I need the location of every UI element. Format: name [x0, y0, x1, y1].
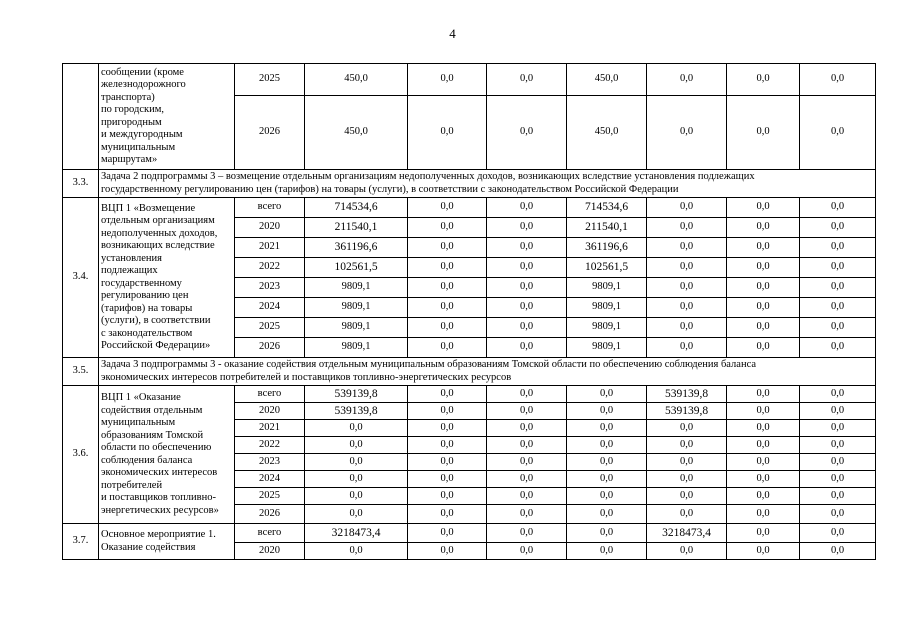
- program-name-line: ВЦП 1 «Возмещение: [101, 202, 196, 214]
- value-cell: 0,0: [305, 420, 408, 437]
- value-cell: 0,0: [800, 96, 876, 170]
- value-cell: 450,0: [305, 96, 408, 170]
- value-cell: 714534,6: [567, 198, 647, 218]
- value-cell: 539139,8: [305, 386, 408, 403]
- program-name-line: ВЦП 1 «Оказание: [101, 392, 181, 403]
- year-cell: 2024: [235, 471, 305, 488]
- value-cell: 9809,1: [305, 278, 408, 298]
- value-cell: 0,0: [567, 437, 647, 454]
- value-cell: 0,0: [800, 471, 876, 488]
- value-cell: 0,0: [408, 238, 487, 258]
- value-cell: 0,0: [408, 420, 487, 437]
- value-cell: 9809,1: [567, 278, 647, 298]
- task-text-line: экономических интересов потребителей и поставщиков топливно-энергетических ресурсов: [101, 371, 512, 383]
- program-name-line: железнодорожного: [101, 79, 186, 90]
- task-row: [63, 358, 876, 386]
- value-cell: 0,0: [647, 318, 727, 338]
- program-name-line: и междугородным: [101, 129, 183, 140]
- value-cell: 0,0: [408, 258, 487, 278]
- value-cell: 0,0: [727, 218, 800, 238]
- value-cell: 539139,8: [647, 386, 727, 403]
- value-cell: 0,0: [408, 403, 487, 420]
- value-cell: 450,0: [567, 96, 647, 170]
- value-cell: 0,0: [800, 258, 876, 278]
- value-cell: 0,0: [408, 318, 487, 338]
- value-cell: 0,0: [487, 454, 567, 471]
- year-cell: 2023: [235, 454, 305, 471]
- year-cell: 2025: [235, 318, 305, 338]
- value-cell: 0,0: [487, 403, 567, 420]
- value-cell: 0,0: [487, 318, 567, 338]
- program-name-line: Основное мероприятие 1.: [101, 529, 216, 540]
- value-cell: 0,0: [727, 524, 800, 543]
- value-cell: 0,0: [305, 505, 408, 524]
- value-cell: 714534,6: [305, 198, 408, 218]
- value-cell: 0,0: [487, 218, 567, 238]
- value-cell: 0,0: [408, 524, 487, 543]
- program-name-line: отдельным организациям: [101, 215, 215, 226]
- program-name-line: потребителей: [101, 479, 163, 491]
- value-cell: 0,0: [800, 420, 876, 437]
- program-name-line: возникающих вследствие: [101, 240, 215, 251]
- year-cell: 2021: [235, 238, 305, 258]
- program-name-line: муниципальным: [101, 141, 176, 153]
- value-cell: 0,0: [800, 488, 876, 505]
- value-cell: 0,0: [305, 454, 408, 471]
- value-cell: 0,0: [487, 238, 567, 258]
- year-cell: всего: [235, 524, 305, 543]
- program-name: [99, 64, 235, 170]
- year-cell: 2026: [235, 338, 305, 358]
- value-cell: 0,0: [487, 505, 567, 524]
- value-cell: 0,0: [567, 471, 647, 488]
- program-name-line: по городским,: [101, 104, 164, 115]
- value-cell: 0,0: [647, 198, 727, 218]
- program-name: [99, 198, 235, 358]
- program-name-line: Оказание содействия: [101, 541, 196, 553]
- value-cell: 0,0: [727, 64, 800, 96]
- value-cell: 0,0: [487, 420, 567, 437]
- value-cell: 0,0: [727, 278, 800, 298]
- value-cell: 0,0: [727, 338, 800, 358]
- value-cell: 0,0: [408, 64, 487, 96]
- program-name-line: муниципальным: [101, 417, 176, 428]
- value-cell: 539139,8: [647, 403, 727, 420]
- value-cell: 0,0: [727, 471, 800, 488]
- value-cell: 0,0: [647, 238, 727, 258]
- row-number: 3.4.: [63, 198, 99, 358]
- value-cell: 0,0: [408, 218, 487, 238]
- value-cell: 0,0: [408, 454, 487, 471]
- value-cell: 3218473,4: [647, 524, 727, 543]
- value-cell: 0,0: [487, 338, 567, 358]
- value-cell: 0,0: [727, 505, 800, 524]
- row-number: 3.3.: [63, 170, 99, 198]
- value-cell: 361196,6: [305, 238, 408, 258]
- value-cell: 0,0: [800, 298, 876, 318]
- value-cell: 0,0: [487, 278, 567, 298]
- value-cell: 0,0: [727, 488, 800, 505]
- year-cell: 2022: [235, 258, 305, 278]
- program-name-line: (тарифов) на товары: [101, 302, 193, 314]
- value-cell: 9809,1: [567, 318, 647, 338]
- value-cell: 0,0: [727, 420, 800, 437]
- value-cell: 0,0: [408, 505, 487, 524]
- program-name-line: недополученных доходов,: [101, 227, 218, 239]
- value-cell: 0,0: [408, 96, 487, 170]
- value-cell: 211540,1: [567, 218, 647, 238]
- year-cell: 2026: [235, 96, 305, 170]
- value-cell: 0,0: [567, 386, 647, 403]
- value-cell: 102561,5: [305, 258, 408, 278]
- value-cell: 102561,5: [567, 258, 647, 278]
- program-name-line: подлежащих: [101, 265, 158, 276]
- value-cell: 211540,1: [305, 218, 408, 238]
- value-cell: 0,0: [800, 454, 876, 471]
- value-cell: 0,0: [727, 437, 800, 454]
- value-cell: 0,0: [800, 403, 876, 420]
- value-cell: 0,0: [487, 543, 567, 560]
- value-cell: 0,0: [487, 524, 567, 543]
- table-row: [63, 386, 876, 403]
- program-name-line: регулированию цен: [101, 290, 189, 301]
- value-cell: 0,0: [800, 437, 876, 454]
- year-cell: 2020: [235, 543, 305, 560]
- value-cell: 0,0: [800, 386, 876, 403]
- year-cell: 2024: [235, 298, 305, 318]
- value-cell: 0,0: [800, 238, 876, 258]
- program-name-line: экономических интересов: [101, 467, 218, 478]
- value-cell: 0,0: [408, 386, 487, 403]
- year-cell: всего: [235, 198, 305, 218]
- row-number: 3.6.: [63, 386, 99, 524]
- value-cell: 0,0: [800, 318, 876, 338]
- value-cell: 0,0: [567, 403, 647, 420]
- page-number: 4: [449, 26, 456, 41]
- program-name: [99, 524, 235, 560]
- value-cell: 0,0: [487, 488, 567, 505]
- value-cell: 0,0: [408, 338, 487, 358]
- value-cell: 0,0: [408, 543, 487, 560]
- task-text: [99, 358, 876, 386]
- row-number: [63, 64, 99, 170]
- value-cell: 9809,1: [305, 338, 408, 358]
- value-cell: 9809,1: [567, 338, 647, 358]
- value-cell: 3218473,4: [305, 524, 408, 543]
- value-cell: 0,0: [487, 64, 567, 96]
- program-name: [99, 386, 235, 524]
- value-cell: 0,0: [800, 505, 876, 524]
- value-cell: 0,0: [567, 524, 647, 543]
- table-row: [63, 198, 876, 218]
- value-cell: 0,0: [408, 471, 487, 488]
- value-cell: 0,0: [487, 386, 567, 403]
- value-cell: 0,0: [727, 403, 800, 420]
- year-cell: 2022: [235, 437, 305, 454]
- year-cell: 2025: [235, 488, 305, 505]
- budget-table: [62, 63, 876, 560]
- value-cell: 0,0: [727, 386, 800, 403]
- table-row: [63, 64, 876, 96]
- task-text-line: государственному регулированию цен (тарифов) на товары (услуги), в соответствии с законодательством Российской Федерации: [101, 183, 679, 195]
- value-cell: 0,0: [408, 298, 487, 318]
- value-cell: 0,0: [567, 454, 647, 471]
- value-cell: 0,0: [647, 338, 727, 358]
- task-text: [99, 170, 876, 198]
- value-cell: 0,0: [647, 454, 727, 471]
- value-cell: 0,0: [727, 318, 800, 338]
- value-cell: 0,0: [647, 64, 727, 96]
- value-cell: 0,0: [408, 278, 487, 298]
- program-name-line: транспорта): [101, 91, 155, 103]
- program-name-line: образованиям Томской: [101, 429, 204, 441]
- program-name-line: маршрутам»: [101, 154, 158, 165]
- value-cell: 9809,1: [305, 318, 408, 338]
- program-name-line: установления: [101, 252, 162, 264]
- value-cell: 0,0: [487, 96, 567, 170]
- value-cell: 9809,1: [567, 298, 647, 318]
- value-cell: 0,0: [800, 543, 876, 560]
- value-cell: 0,0: [647, 505, 727, 524]
- year-cell: 2025: [235, 64, 305, 96]
- value-cell: 9809,1: [305, 298, 408, 318]
- value-cell: 450,0: [567, 64, 647, 96]
- value-cell: 0,0: [727, 238, 800, 258]
- value-cell: 0,0: [800, 198, 876, 218]
- program-name-line: энергетических ресурсов»: [101, 504, 219, 516]
- value-cell: 0,0: [567, 420, 647, 437]
- value-cell: 0,0: [408, 198, 487, 218]
- value-cell: 0,0: [408, 488, 487, 505]
- value-cell: 0,0: [647, 488, 727, 505]
- program-name-line: содействия отдельным: [101, 404, 203, 416]
- value-cell: 0,0: [647, 437, 727, 454]
- value-cell: 0,0: [647, 298, 727, 318]
- value-cell: 0,0: [408, 437, 487, 454]
- program-name-line: (услуги), в соответствии: [101, 315, 211, 326]
- program-name-line: Российской Федерации»: [101, 340, 211, 351]
- value-cell: 0,0: [727, 96, 800, 170]
- program-name-line: государственному: [101, 277, 182, 289]
- value-cell: 0,0: [800, 338, 876, 358]
- year-cell: 2023: [235, 278, 305, 298]
- value-cell: 0,0: [647, 258, 727, 278]
- value-cell: 0,0: [800, 278, 876, 298]
- value-cell: 361196,6: [567, 238, 647, 258]
- value-cell: 0,0: [305, 437, 408, 454]
- value-cell: 0,0: [487, 471, 567, 488]
- program-name-line: и поставщиков топливно-: [101, 492, 216, 503]
- table-row: [63, 524, 876, 543]
- value-cell: 0,0: [647, 471, 727, 488]
- value-cell: 0,0: [487, 258, 567, 278]
- value-cell: 450,0: [305, 64, 408, 96]
- value-cell: 0,0: [800, 524, 876, 543]
- row-number: 3.7.: [63, 524, 99, 560]
- value-cell: 0,0: [647, 420, 727, 437]
- value-cell: 0,0: [305, 543, 408, 560]
- task-text-line: Задача 3 подпрограммы 3 - оказание содействия отдельным муниципальным образованиям Томской области по обеспечению соблюдения баланса: [101, 359, 757, 370]
- value-cell: 0,0: [647, 218, 727, 238]
- value-cell: 0,0: [305, 488, 408, 505]
- value-cell: 0,0: [567, 543, 647, 560]
- year-cell: 2020: [235, 403, 305, 420]
- program-name-line: области по обеспечению: [101, 442, 212, 453]
- value-cell: 0,0: [305, 471, 408, 488]
- program-name-line: соблюдения баланса: [101, 454, 193, 466]
- value-cell: 0,0: [487, 298, 567, 318]
- task-text-line: Задача 2 подпрограммы 3 – возмещение отдельным организациям недополученных доходов, возникающих вследствие установления подлежащих: [101, 171, 755, 182]
- year-cell: 2020: [235, 218, 305, 238]
- value-cell: 0,0: [727, 543, 800, 560]
- value-cell: 0,0: [487, 198, 567, 218]
- value-cell: 539139,8: [305, 403, 408, 420]
- value-cell: 0,0: [647, 278, 727, 298]
- value-cell: 0,0: [727, 298, 800, 318]
- value-cell: 0,0: [487, 437, 567, 454]
- value-cell: 0,0: [727, 454, 800, 471]
- year-cell: 2021: [235, 420, 305, 437]
- value-cell: 0,0: [647, 543, 727, 560]
- value-cell: 0,0: [567, 505, 647, 524]
- program-name-line: пригородным: [101, 116, 162, 128]
- value-cell: 0,0: [647, 96, 727, 170]
- program-name-line: с законодательством: [101, 327, 193, 339]
- value-cell: 0,0: [800, 218, 876, 238]
- year-cell: 2026: [235, 505, 305, 524]
- value-cell: 0,0: [800, 64, 876, 96]
- program-name-line: сообщении (кроме: [101, 66, 184, 78]
- task-row: [63, 170, 876, 198]
- year-cell: всего: [235, 386, 305, 403]
- row-number: 3.5.: [63, 358, 99, 386]
- value-cell: 0,0: [727, 198, 800, 218]
- value-cell: 0,0: [727, 258, 800, 278]
- value-cell: 0,0: [567, 488, 647, 505]
